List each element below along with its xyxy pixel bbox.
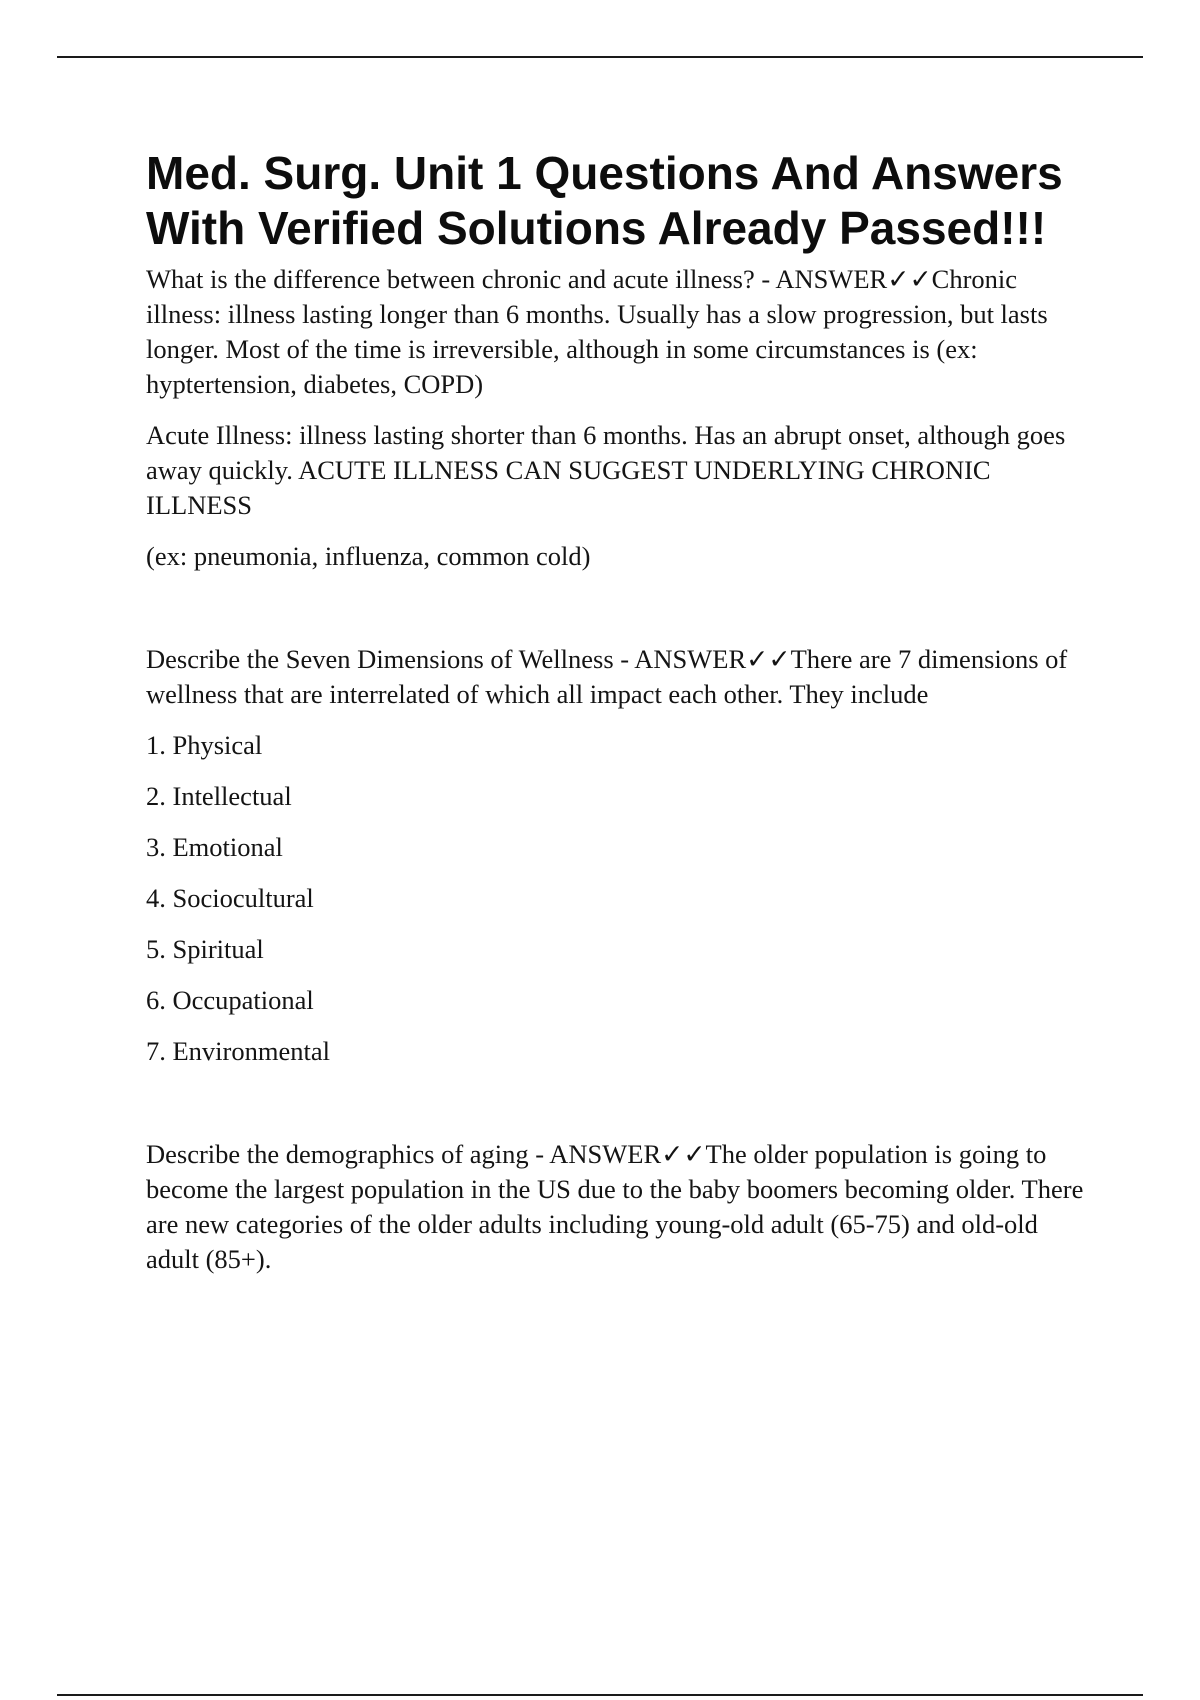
answer-paragraph: What is the difference between chronic and acute illness? - ANSWER✓✓Chronic illness: illness lasting longer than 6 months. Usually has a slow progression, but lasts longer. Most of the time is irreversible, although in some circumstances is (ex: hyptertension, diabetes, COPD) <box>146 264 1048 399</box>
list-item: 2. Intellectual <box>146 781 292 811</box>
list-item: 4. Sociocultural <box>146 883 314 913</box>
list-item: 3. Emotional <box>146 832 283 862</box>
section-spacer <box>146 590 1086 642</box>
answer-paragraph: (ex: pneumonia, influenza, common cold) <box>146 541 591 571</box>
section-spacer <box>146 1085 1086 1137</box>
question-chronic-vs-acute <box>146 262 1086 574</box>
answer-paragraph: Acute Illness: illness lasting shorter than 6 months. Has an abrupt onset, although goes away quickly. ACUTE ILLNESS CAN SUGGEST UNDERLYING CHRONIC ILLNESS <box>146 420 1066 520</box>
answer-paragraph: Describe the Seven Dimensions of Wellness - ANSWER✓✓There are 7 dimensions of wellness that are interrelated of which all impact each other. They include <box>146 644 1068 709</box>
list-item: 1. Physical <box>146 730 263 760</box>
question-demographics-aging <box>146 1137 1086 1277</box>
document-body <box>146 146 1086 1293</box>
list-item: 5. Spiritual <box>146 934 264 964</box>
question-wellness-dimensions <box>146 642 1086 1069</box>
list-item: 6. Occupational <box>146 985 314 1015</box>
wellness-list <box>146 728 1086 1069</box>
bottom-rule <box>57 1694 1143 1696</box>
top-rule <box>57 56 1143 58</box>
document-title: Med. Surg. Unit 1 Questions And Answers With Verified Solutions Already Passed!!! <box>146 147 1063 254</box>
answer-paragraph: Describe the demographics of aging - ANSWER✓✓The older population is going to become the largest population in the US due to the baby boomers becoming older. There are new categories of the older adults including young-old adult (65-75) and old-old adult (85+). <box>146 1139 1084 1274</box>
list-item: 7. Environmental <box>146 1036 330 1066</box>
